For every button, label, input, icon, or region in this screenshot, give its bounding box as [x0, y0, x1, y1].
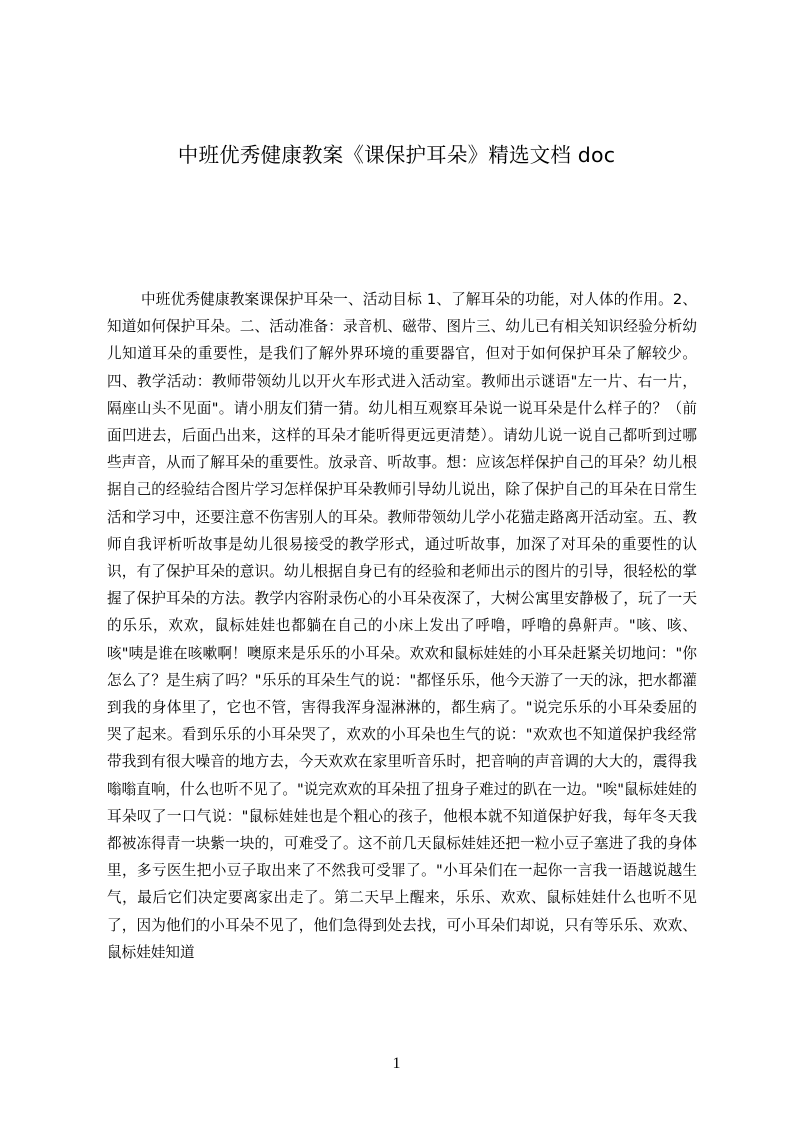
page-number: 1 — [392, 1055, 401, 1072]
document-title: 中班优秀健康教案《课保护耳朵》精选文档 doc — [177, 143, 616, 167]
document-body-paragraph: 中班优秀健康教案课保护耳朵一、活动目标 1、了解耳朵的功能，对人体的作用。2、知道如何保护耳朵。二、活动准备：录音机、磁带、图片三、幼儿已有相关知识经验分析幼儿知道耳朵的重要性，是我们了解外界环境的重要器官，但对于如何保护耳朵了解较少。四、教学活动：教师带领幼儿以开火车形式进入活动室。教师出示谜语"左一片、右一片，隔座山头不见面"。请小朋友们猜一猜。幼儿相互观察耳朵说一说耳朵是什么样子的？（前面凹进去，后面凸出来，这样的耳朵才能听得更远更清楚）。请幼儿说一说自己都听到过哪些声音，从而了解耳朵的重要性。放录音、听故事。想：应该怎样保护自己的耳朵？幼儿根据自己的经验结合图片学习怎样保护耳朵教师引导幼儿说出，除了保护自己的耳朵在日常生活和学习中，还要注意不伤害别人的耳朵。教师带领幼儿学小花猫走路离开活动室。五、教师自我评析听故事是幼儿很易接受的教学形式，通过听故事，加深了对耳朵的重要性的认识，有了保护耳朵的意识。幼儿根据自身已有的经验和老师出示的图片的引导，很轻松的掌握了保护耳朵的方法。教学内容附录伤心的小耳朵夜深了，大树公寓里安静极了，玩了一天的乐乐，欢欢，鼠标娃娃也都躺在自己的小床上发出了呼噜，呼噜的鼻鼾声。"咳、咳、咳"咦是谁在咳嗽啊！噢原来是乐乐的小耳朵。欢欢和鼠标娃娃的小耳朵赶紧关切地问："你怎么了？是生病了吗？"乐乐的耳朵生气的说："都怪乐乐，他今天游了一天的泳，把水都灌到我的身体里了，它也不管，害得我浑身湿淋淋的，都生病了。"说完乐乐的小耳朵委屈的哭了起来。看到乐乐的小耳朵哭了，欢欢的小耳朵也生气的说："欢欢也不知道保护我经常带我到有很大噪音的地方去，今天欢欢在家里听音乐时，把音响的声音调的大大的，震得我嗡嗡直响，什么也听不见了。"说完欢欢的耳朵扭了扭身子难过的趴在一边。"唉"鼠标娃娃的耳朵叹了一口气说："鼠标娃娃也是个粗心的孩子，他根本就不知道保护好我，每年冬天我都被冻得青一块紫一块的，可难受了。这不前几天鼠标娃娃还把一粒小豆子塞进了我的身体里，多亏医生把小豆子取出来了不然我可受罪了。"小耳朵们在一起你一言我一语越说越生气，最后它们决定要离家出走了。第二天早上醒来，乐乐、欢欢、鼠标娃娃什么也听不见了，因为他们的小耳朵不见了，他们急得到处去找，可小耳朵们却说，只有等乐乐、欢欢、鼠标娃娃知道 — [107, 291, 697, 961]
